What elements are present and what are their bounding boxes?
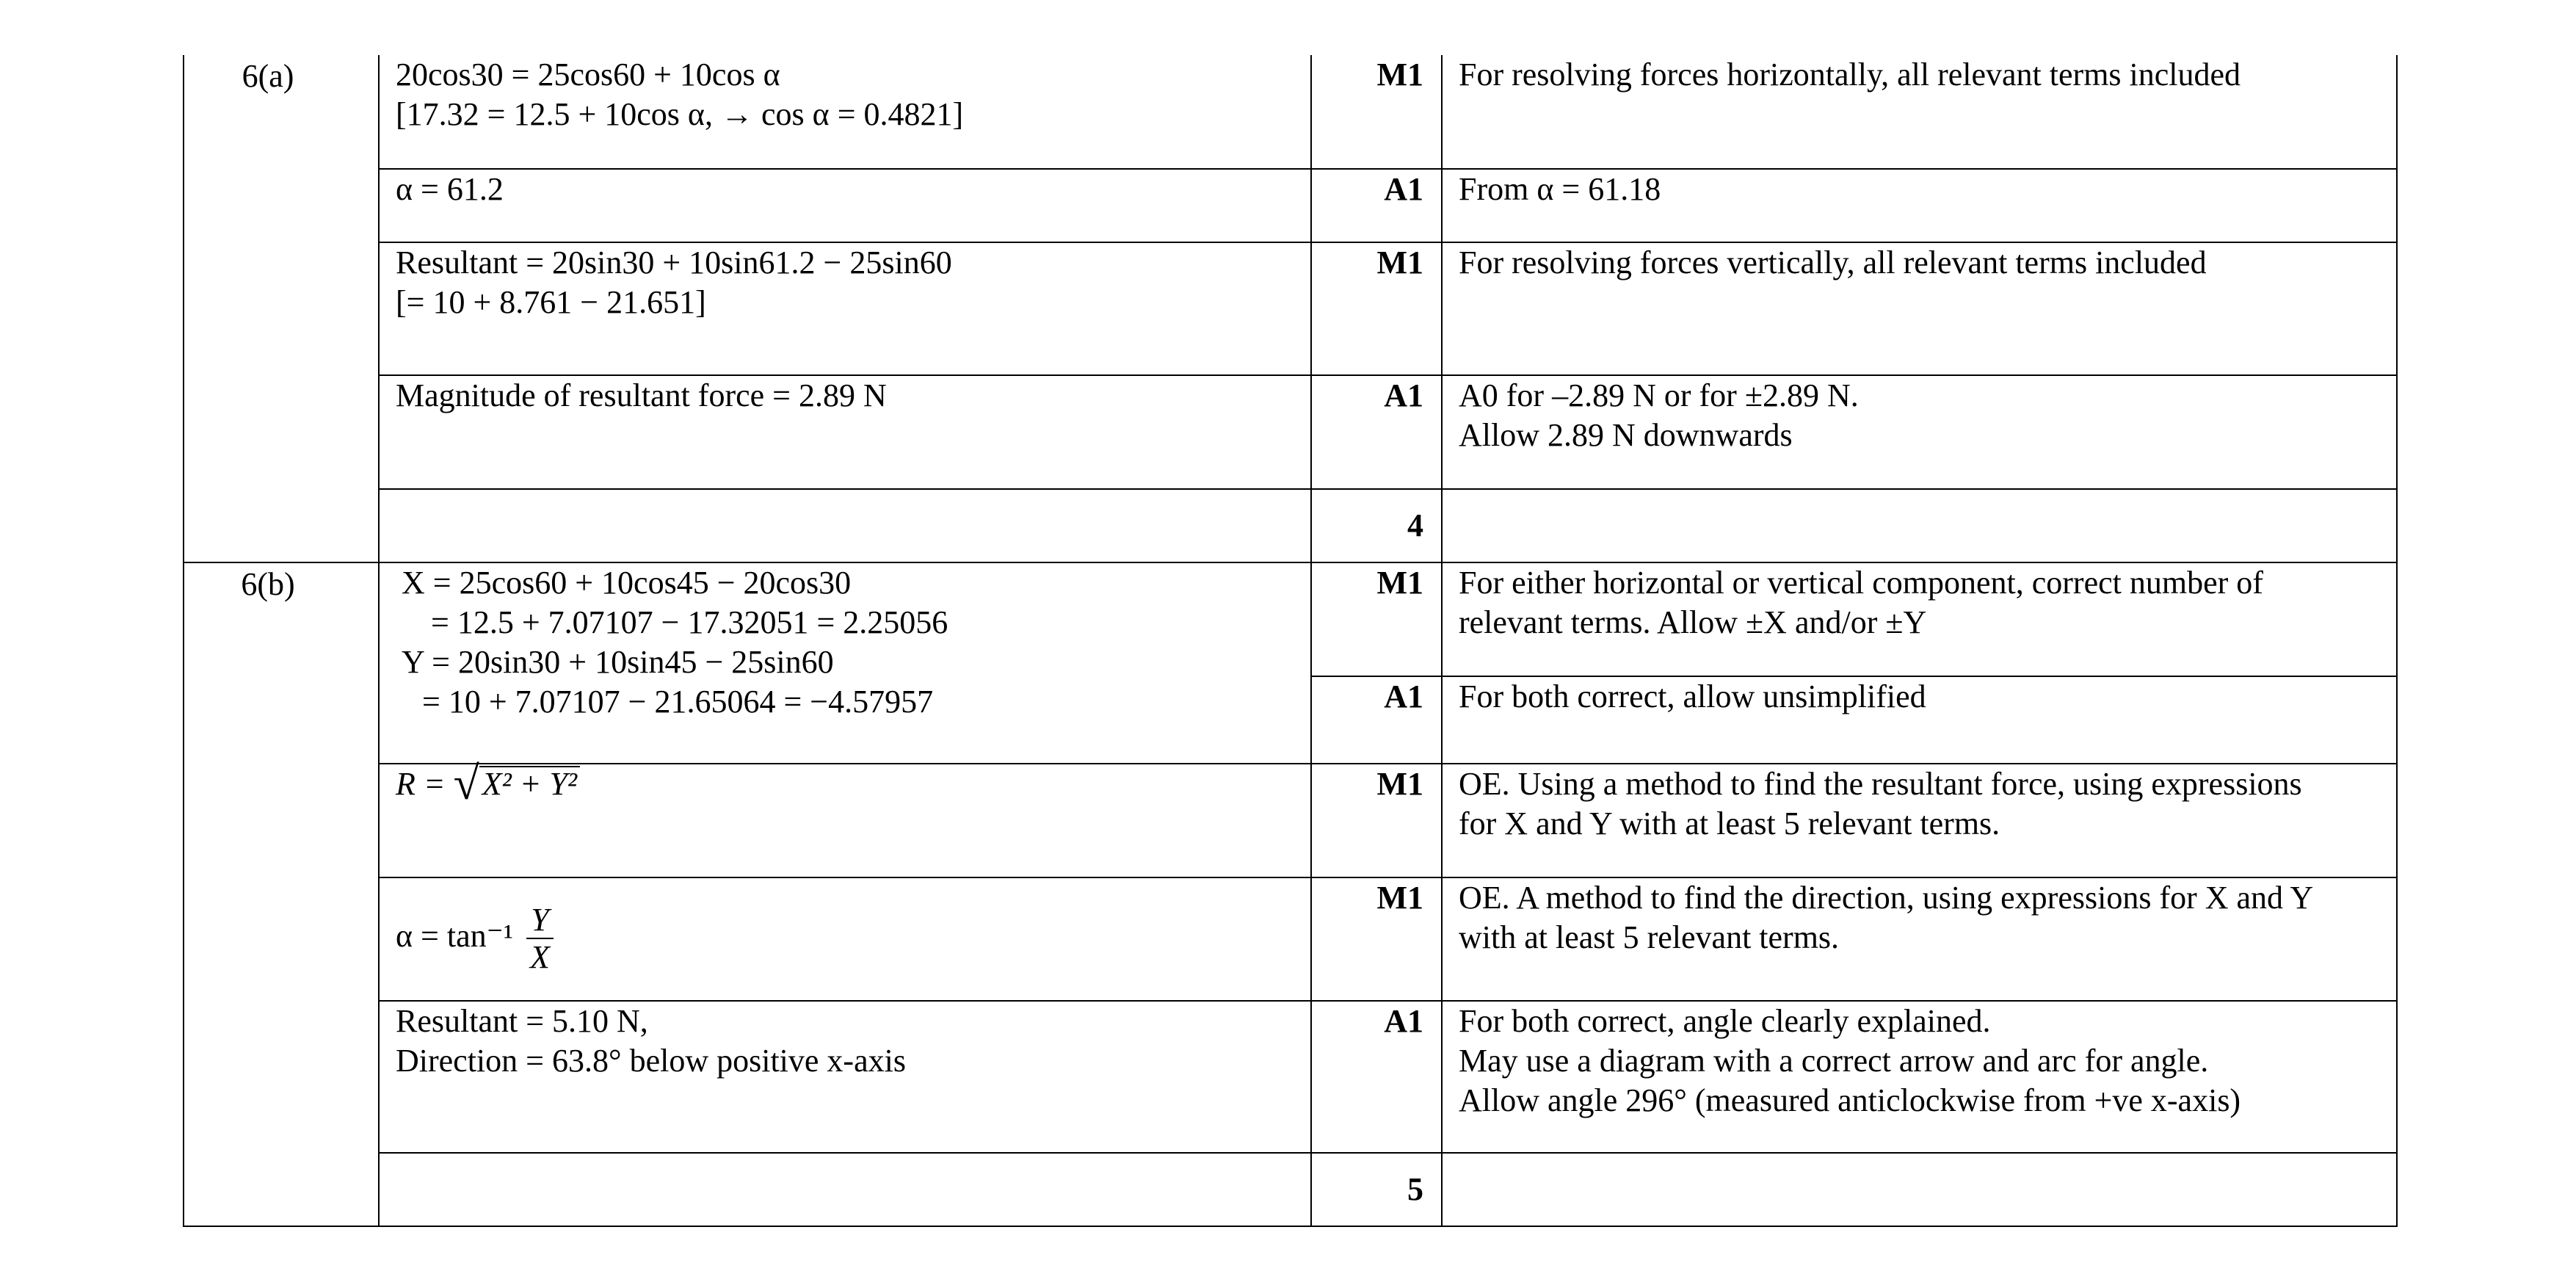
answer-cell <box>379 242 1311 375</box>
guidance-cell <box>1442 877 2397 1001</box>
table-row <box>184 562 2397 676</box>
guidance-line: Allow angle 296° (measured anticlockwise from +ve x-axis) <box>1459 1082 2241 1118</box>
mark-cell: M1 <box>1311 562 1442 676</box>
answer-line: = 12.5 + 7.07107 − 17.32051 = 2.25056 <box>431 604 948 640</box>
answer-cell <box>379 877 1311 1001</box>
mark-cell: M1 <box>1311 764 1442 877</box>
table-row <box>184 1001 2397 1153</box>
table-row <box>184 55 2397 169</box>
answer-line: Resultant = 20sin30 + 10sin61.2 − 25sin60 <box>396 245 952 280</box>
guidance-cell: For both correct, allow unsimplified <box>1442 676 2397 764</box>
mark-cell: M1 <box>1311 55 1442 169</box>
mark-cell: A1 <box>1311 1001 1442 1153</box>
direction-formula: α = tan⁻¹ $\frac{Y}{X}$ <box>396 918 554 954</box>
table-row <box>184 764 2397 877</box>
answer-line: Resultant = 5.10 N, <box>396 1003 648 1039</box>
question-number-6a: 6(a) <box>184 55 379 562</box>
guidance-cell: For resolving forces vertically, all relevant terms included <box>1442 242 2397 375</box>
square-root: √X² + Y² <box>454 764 581 804</box>
guidance-cell: From α = 61.18 <box>1442 169 2397 242</box>
answer-line: X = 25cos60 + 10cos45 − 20cos30 <box>402 565 852 601</box>
answer-line: 20cos30 = 25cos60 + 10cos α <box>396 57 780 93</box>
total-marks-6b: 5 <box>1311 1153 1442 1226</box>
mark-scheme-table <box>183 55 2398 1227</box>
answer-cell <box>379 1001 1311 1153</box>
resultant-formula: R = √X² + Y² <box>396 766 580 802</box>
answer-line: = 10 + 7.07107 − 21.65064 = −4.57957 <box>422 684 934 720</box>
table-row <box>184 169 2397 242</box>
total-marks-6a: 4 <box>1311 489 1442 562</box>
answer-cell <box>379 757 1311 877</box>
answer-line: Direction = 63.8° below positive x-axis <box>396 1043 906 1079</box>
table-row <box>184 877 2397 1001</box>
mark-cell: A1 <box>1311 169 1442 242</box>
guidance-line: For either horizontal or vertical component, correct number of <box>1459 565 2263 601</box>
table-row <box>184 489 2397 562</box>
guidance-line: Allow 2.89 N downwards <box>1459 417 1793 453</box>
guidance-line: for X and Y with at least 5 relevant terms. <box>1459 806 2000 841</box>
guidance-cell <box>1442 764 2397 877</box>
mark-cell: M1 <box>1311 877 1442 1001</box>
guidance-cell-empty <box>1442 1153 2397 1226</box>
answer-line: [17.32 = 12.5 + 10cos α, → cos α = 0.4821] <box>396 96 964 132</box>
guidance-line: May use a diagram with a correct arrow and arc for angle. <box>1459 1043 2209 1079</box>
guidance-cell: For resolving forces horizontally, all relevant terms included <box>1442 55 2397 169</box>
guidance-line: OE. Using a method to find the resultant force, using expressions <box>1459 766 2302 802</box>
question-number-6b: 6(b) <box>184 562 379 1226</box>
answer-cell-empty <box>379 1153 1311 1226</box>
guidance-cell <box>1442 1001 2397 1153</box>
answer-line: Y = 20sin30 + 10sin45 − 25sin60 <box>402 644 834 680</box>
table-row <box>184 375 2397 489</box>
guidance-line: with at least 5 relevant terms. <box>1459 919 1840 955</box>
fraction: $\frac{Y}{X}$ <box>526 902 554 976</box>
mark-cell: A1 <box>1311 676 1442 764</box>
answer-cell: Magnitude of resultant force = 2.89 N <box>379 375 1311 489</box>
answer-cell-empty <box>379 489 1311 562</box>
answer-cell <box>379 55 1311 169</box>
answer-cell: α = 61.2 <box>379 169 1311 242</box>
guidance-line: A0 for –2.89 N or for ±2.89 N. <box>1459 377 1859 413</box>
guidance-cell <box>1442 562 2397 676</box>
guidance-line: OE. A method to find the direction, using expressions for X and Y <box>1459 880 2314 916</box>
answer-line: [= 10 + 8.761 − 21.651] <box>396 284 706 320</box>
answer-cell <box>379 562 1311 764</box>
guidance-cell-empty <box>1442 489 2397 562</box>
guidance-line: For both correct, angle clearly explained. <box>1459 1003 1991 1039</box>
guidance-cell <box>1442 375 2397 489</box>
table-row <box>184 1153 2397 1226</box>
table-row <box>184 242 2397 375</box>
mark-cell: M1 <box>1311 242 1442 375</box>
mark-cell: A1 <box>1311 375 1442 489</box>
guidance-line: relevant terms. Allow ±X and/or ±Y <box>1459 604 1927 640</box>
